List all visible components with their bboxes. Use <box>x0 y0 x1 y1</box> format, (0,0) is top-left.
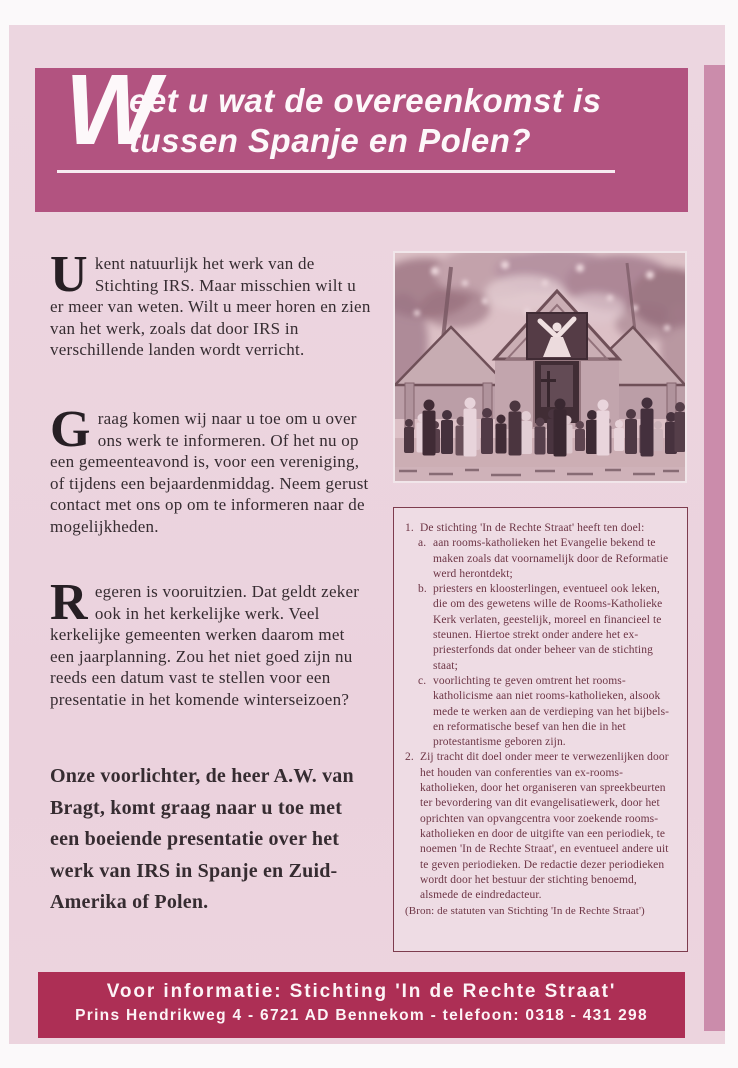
statute-subitem-b-text: priesters en kloosterlingen, eventueel ook leken, die om des gewetens wille de Rooms-Katholieke Kerk verlaten, geestelijk, moreel en financieel te steunen. Hiertoe strekt onder andere het ex-priesterfonds dat onder beheer van de stichting staat; <box>433 583 663 672</box>
church-crowd-photo <box>395 253 685 481</box>
dropcap-g: G <box>50 401 91 458</box>
paragraph-1 <box>50 246 372 361</box>
headline-line1: eet u wat de overeenkomst is <box>129 82 602 119</box>
statute-item-1-text: De stichting 'In de Rechte Straat' heeft ten doel: <box>420 522 645 534</box>
headline-line2: tussen Spanje en Polen? <box>129 122 532 159</box>
right-accent-strip <box>704 65 725 1031</box>
highlight-paragraph: Onze voorlichter, de heer A.W. van Bragt, komt graag naar u toe met een boeiende presentatie over het werk van IRS in Spanje en Zuid-Amerika of Polen. <box>50 765 354 913</box>
paragraph-3 <box>50 574 372 710</box>
statute-subitem-b-letter: b. <box>418 583 427 596</box>
statute-item-1-subitems <box>418 536 677 750</box>
headline-banner <box>35 54 688 212</box>
statute-subitem-c-letter: c. <box>418 674 427 687</box>
statute-subitem-a-letter: a. <box>418 537 427 550</box>
page-background <box>9 25 725 1044</box>
paragraph-3-text: egeren is vooruitzien. Dat geldt zeker ook in het kerkelijke werk. Veel kerkelijke gemeenten werken daarom met een jaarplanning. Zou het niet goed zijn nu reeds een datum vast te stellen voor een presentatie in het komende winterseizoen? <box>50 582 360 709</box>
statute-item-2-number: 2. <box>405 751 414 764</box>
contact-line1: Voor informatie: Stichting 'In de Rechte Straat' <box>106 981 617 1002</box>
statutes-box <box>393 507 688 952</box>
statute-subitem-c-text: voorlichting te geven omtrent het rooms-katholicisme aan niet rooms-katholieken, alsook mede te werken aan de verdieping van het bijbels- en reformatische besef van hen die in het protestantisme geboren zijn. <box>433 674 670 749</box>
contact-line2: Prins Hendrikweg 4 - 6721 AD Bennekom - telefoon: 0318 - 431 298 <box>75 1007 648 1024</box>
statute-source: (Bron: de statuten van Stichting 'In de Rechte Straat') <box>405 905 645 918</box>
statute-subitem-a-text: aan rooms-katholieken het Evangelie bekend te maken zoals dat voornamelijk door de Reformatie werd herontdekt; <box>433 537 669 580</box>
statute-subitem-a <box>418 536 677 582</box>
dropcap-u: U <box>50 246 88 303</box>
statute-item-1 <box>405 521 677 536</box>
statute-subitem-b <box>418 582 677 674</box>
paragraph-2 <box>50 401 372 537</box>
church-crowd-photo-art <box>395 253 685 481</box>
dropcap-r: R <box>50 574 88 631</box>
statute-item-2-text: Zij tracht dit doel onder meer te verwezenlijken door het houden van conferenties van ex-rooms-katholieken, door het organiseren van spreekbeurten ter bevordering van dit evangelisatiewerk, door het oprichten van opvangcentra voor zoekende rooms-katholieken en door de uitgifte van een periodiek, te noemen 'In de Rechte Straat', en eventueel andere uit te geven periodieken. De redactie dezer periodieken wordt door het bestuur der stichting benoemd, alsmede de eindredacteur. <box>420 751 669 902</box>
headline-dropcap: W <box>65 54 160 166</box>
statute-subitem-c <box>418 674 677 750</box>
paragraph-1-text: kent natuurlijk het werk van de Stichting IRS. Maar misschien wilt u er meer van weten. Wilt u meer horen en zien van het werk, zoals dat door IRS in verschillende landen wordt verricht. <box>50 254 371 359</box>
statute-item-2 <box>405 750 677 903</box>
headline-underline <box>57 170 615 173</box>
paragraph-2-text: raag komen wij naar u toe om u over ons werk te informeren. Of het nu op een gemeenteavond is, voor een vereniging, of tijdens een bejaardenmiddag. Neem gerust contact met ons op om te informeren naar de mogelijkheden. <box>50 409 369 536</box>
headline <box>129 81 602 161</box>
contact-banner <box>38 972 685 1038</box>
statute-item-1-number: 1. <box>405 522 414 534</box>
